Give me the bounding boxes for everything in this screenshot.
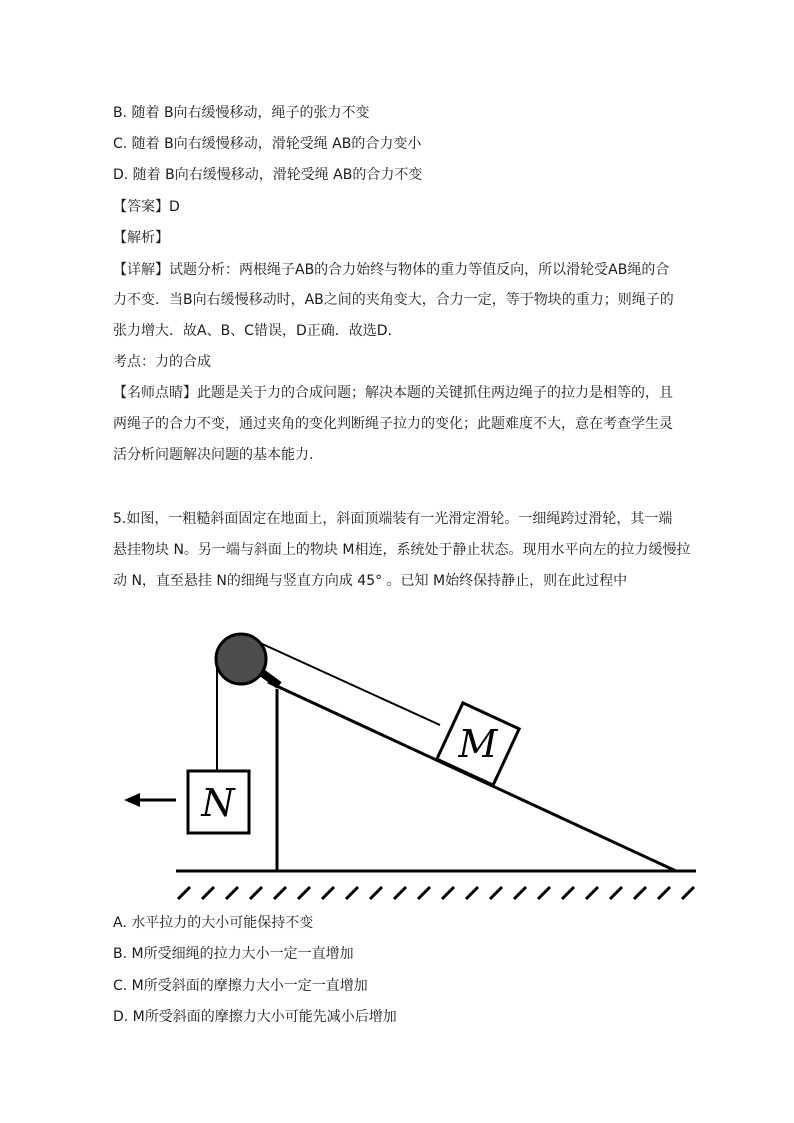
block-m-label: M xyxy=(458,722,498,766)
answer-line: 【答案】D xyxy=(113,199,180,215)
prev-option-c: C. 随着 B向右缓慢移动，滑轮受绳 AB的合力变小 xyxy=(113,136,422,152)
q5-option-c: C. M所受斜面的摩擦力大小一定一直增加 xyxy=(113,978,368,994)
q5-stem-line-1: 5.如图，一粗糙斜面固定在地面上，斜面顶端装有一光滑定滑轮。一细绳跨过滑轮，其一端 xyxy=(113,511,673,527)
detail-line-1: 【详解】试题分析：两根绳子AB的合力始终与物体的重力等值反向，所以滑轮受AB绳的合 xyxy=(113,262,670,278)
prev-option-d: D. 随着 B向右缓慢移动，滑轮受绳 AB的合力不变 xyxy=(113,167,423,183)
comment-line-2: 两绳子的合力不变，通过夹角的变化判断绳子拉力的变化；此题难度不大，意在考查学生灵 xyxy=(113,416,673,432)
q5-stem-line-3: 动 N，直至悬挂 N的细绳与竖直方向成 45° 。已知 M始终保持静止，则在此过程中 xyxy=(113,573,628,589)
pulley xyxy=(216,634,266,684)
q5-option-a: A. 水平拉力的大小可能保持不变 xyxy=(113,915,314,931)
topic-line: 考点：力的合成 xyxy=(113,354,211,370)
q5-stem-line-2: 悬挂物块 N。另一端与斜面上的物块 M相连，系统处于静止状态。现用水平向左的拉力缓慢拉 xyxy=(113,542,691,558)
prev-option-b: B. 随着 B向右缓慢移动，绳子的张力不变 xyxy=(113,105,370,121)
block-n-label: N xyxy=(201,781,235,825)
analysis-heading: 【解析】 xyxy=(113,230,169,246)
comment-line-3: 活分析问题解决问题的基本能力. xyxy=(113,447,314,463)
left-arrow-icon xyxy=(124,793,176,807)
comment-line-1: 【名师点睛】此题是关于力的合成问题；解决本题的关键抓住两边绳子的拉力是相等的，且 xyxy=(113,385,673,401)
q5-option-b: B. M所受细绳的拉力大小一定一直增加 xyxy=(113,946,354,962)
q5-option-d: D. M所受斜面的摩擦力大小可能先减小后增加 xyxy=(113,1009,397,1025)
ground-hatching xyxy=(178,887,694,899)
detail-line-2: 力不变．当B向右缓慢移动时，AB之间的夹角变大，合力一定，等于物块的重力；则绳子的 xyxy=(113,292,674,308)
detail-line-3: 张力增大．故A、B、C错误，D正确．故选D. xyxy=(113,323,392,339)
incline-pulley-figure xyxy=(110,625,710,900)
